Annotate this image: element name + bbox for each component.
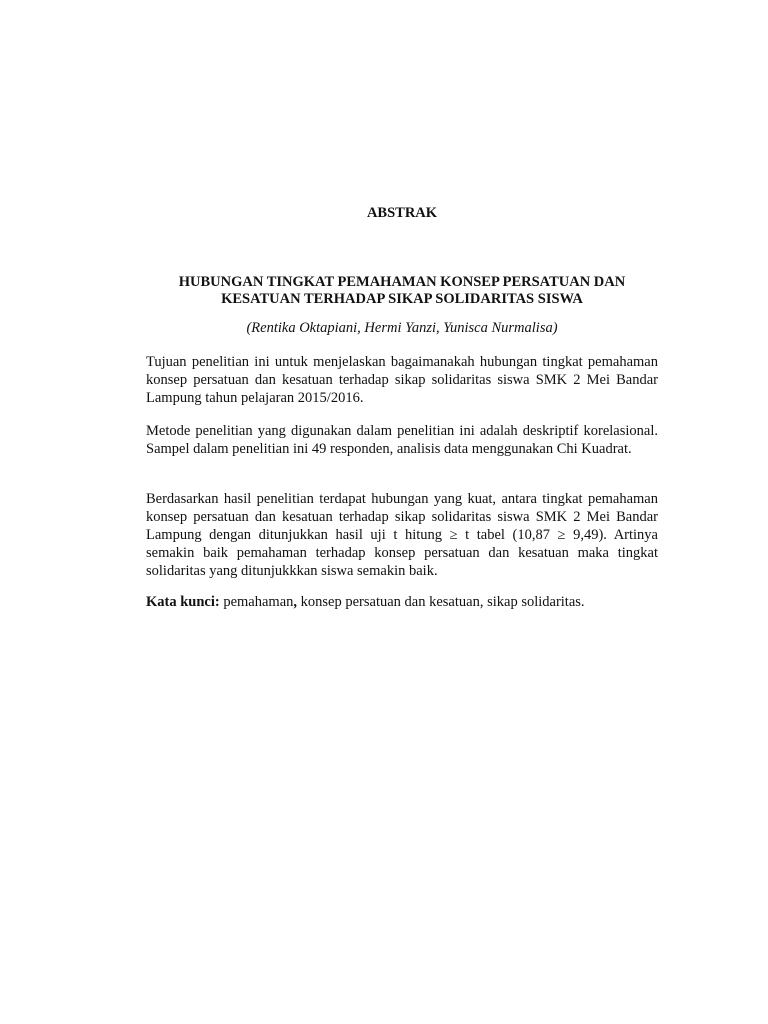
paper-title [146, 274, 658, 308]
abstract-paragraph-purpose: Tujuan penelitian ini untuk menjelaskan bagaimanakah hubungan tingkat pemahaman konsep persatuan dan kesatuan terhadap sikap solidaritas siswa SMK 2 Mei Bandar Lampung tahun pelajaran 2015/2016. [146, 354, 658, 406]
author-list: (Rentika Oktapiani, Hermi Yanzi, Yunisca Nurmalisa) [246, 320, 558, 336]
keywords-line [146, 593, 658, 611]
keywords-comma: , [293, 594, 298, 610]
abstract-paragraph-method: Metode penelitian yang digunakan dalam penelitian ini adalah deskriptif korelasional. Sampel dalam penelitian ini 49 responden, analisis data menggunakan Chi Kuadrat. [146, 423, 658, 457]
paper-title-line-2: KESATUAN TERHADAP SIKAP SOLIDARITAS SISWA [221, 291, 583, 307]
abstract-paragraph-results: Berdasarkan hasil penelitian terdapat hubungan yang kuat, antara tingkat pemahaman konsep persatuan dan kesatuan terhadap sikap solidaritas siswa SMK 2 Mei Bandar Lampung dengan ditunjukkan hasil uji t hitung ≥ t tabel (10,87 ≥ 9,49). Artinya semakin baik pemahaman terhadap konsep persatuan dan kesatuan maka tingkat solidaritas yang ditunjukkkan siswa semakin baik. [146, 491, 658, 579]
keywords-rest: konsep persatuan dan kesatuan, sikap solidaritas. [297, 594, 585, 610]
keywords-first: pemahaman [219, 594, 294, 610]
abstract-heading: ABSTRAK [366, 205, 438, 221]
keywords-label: Kata kunci: [146, 594, 220, 610]
paper-title-line-1: HUBUNGAN TINGKAT PEMAHAMAN KONSEP PERSATUAN DAN [178, 274, 626, 290]
